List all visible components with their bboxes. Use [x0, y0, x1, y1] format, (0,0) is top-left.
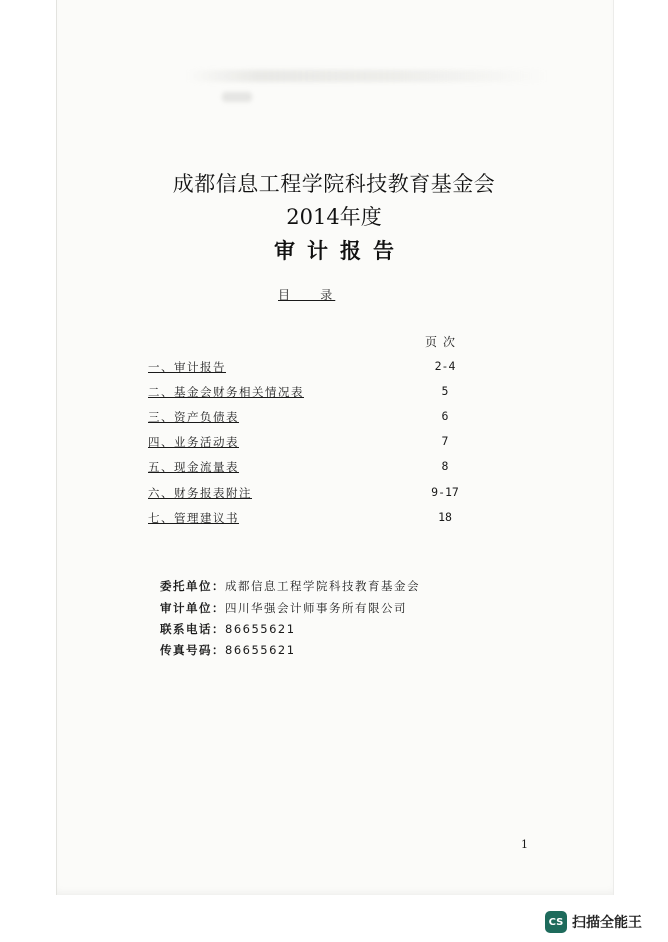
toc-heading: 目 录: [278, 288, 336, 302]
toc-page: 9-17: [431, 485, 459, 499]
info-fax: [160, 642, 296, 658]
toc-item[interactable]: 七、管理建议书: [148, 511, 239, 525]
toc-page: 7: [441, 434, 449, 448]
info-label: 联系电话：: [160, 622, 225, 636]
info-value: 86655621: [225, 643, 296, 657]
toc-page: 2-4: [434, 359, 456, 373]
info-value: 成都信息工程学院科技教育基金会: [225, 579, 420, 593]
toc-page: 5: [441, 384, 449, 398]
scanner-watermark: [545, 911, 642, 933]
toc-page: 18: [438, 510, 452, 524]
toc-item[interactable]: 一、审计报告: [148, 360, 226, 374]
camscanner-icon: CS: [545, 911, 567, 933]
info-label: 审计单位：: [160, 601, 225, 615]
bleed-through-mark: [187, 70, 547, 82]
toc-item[interactable]: 三、资产负债表: [148, 410, 239, 424]
watermark-text: 扫描全能王: [572, 915, 642, 931]
toc-page: 8: [441, 459, 449, 473]
document-title-type: 审计报告: [274, 239, 406, 263]
info-value: 86655621: [225, 622, 296, 636]
toc-item[interactable]: 五、现金流量表: [148, 460, 239, 474]
toc-item[interactable]: 二、基金会财务相关情况表: [148, 385, 304, 399]
toc-item[interactable]: 四、业务活动表: [148, 435, 239, 449]
page-column-heading: 页次: [425, 335, 462, 349]
document-title-org: 成都信息工程学院科技教育基金会: [172, 172, 496, 196]
info-auditor: [160, 600, 407, 616]
info-value: 四川华强会计师事务所有限公司: [225, 601, 407, 615]
document-page: [56, 0, 614, 895]
document-title-year: 2014年度: [286, 205, 382, 229]
bleed-through-mark-small: [222, 92, 252, 102]
info-label: 传真号码：: [160, 643, 225, 657]
info-phone: [160, 621, 296, 637]
info-client: [160, 578, 420, 594]
toc-page: 6: [441, 409, 449, 423]
toc-item[interactable]: 六、财务报表附注: [148, 486, 252, 500]
info-label: 委托单位：: [160, 579, 225, 593]
page-number: 1: [521, 838, 528, 851]
